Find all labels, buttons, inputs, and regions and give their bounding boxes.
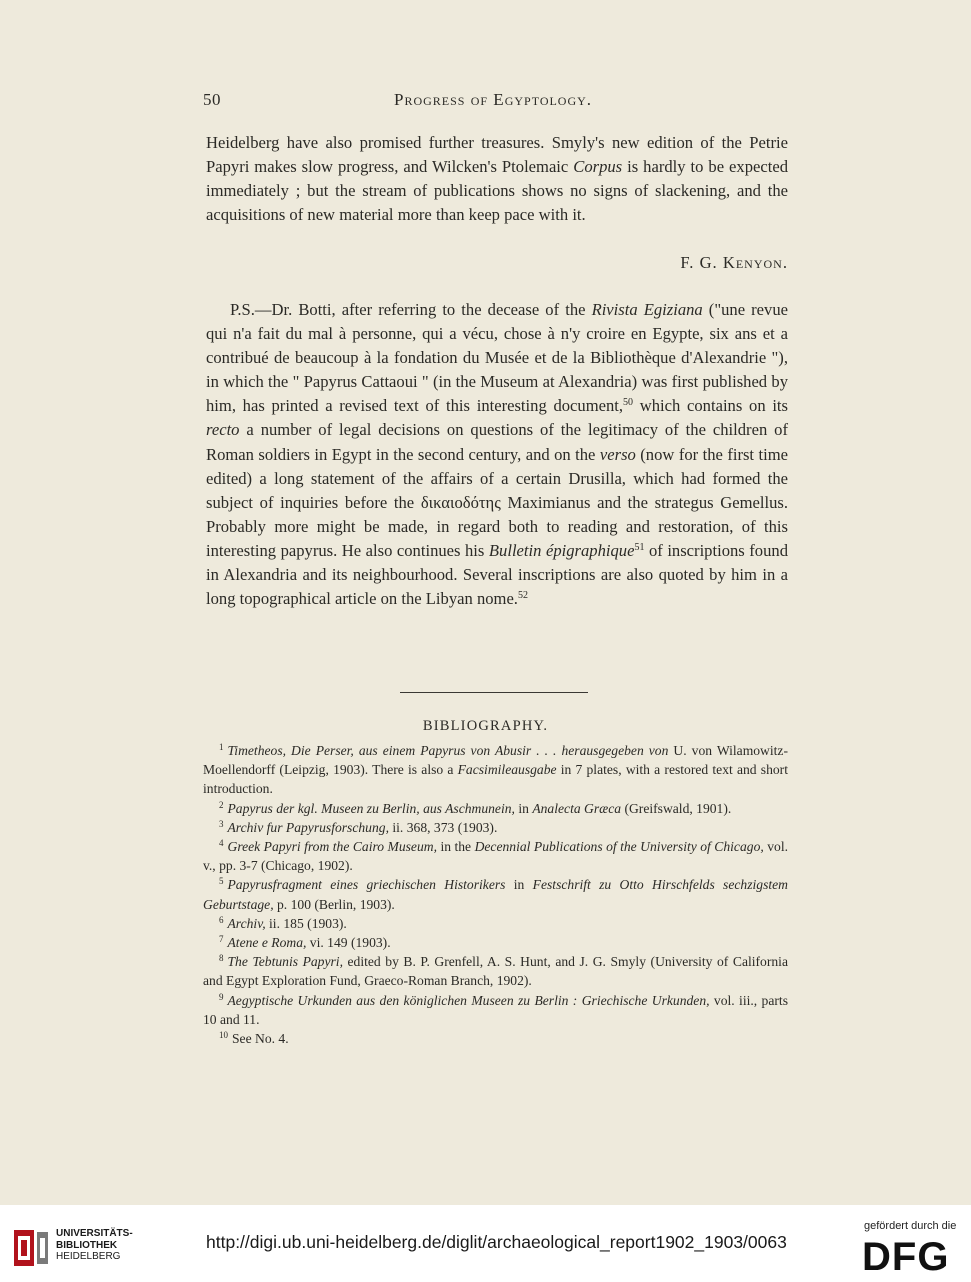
bibliography-entry: $^3$ Archiv fur Papyrusforschung, ii. 368, 373 (1903). [219,818,498,835]
running-title: Progress of Egyptology. [394,90,593,109]
bibliography-entry: $^1$ Timetheos, Die Perser, aus einem Papyrus von Abusir . . . herausgegeben von U. von Wilamowitz-Moellendorff (Leipzig, 1903). There is also a Facsimileausgabe in 7 plates, with a restored text and short introduction. [203,742,788,797]
paragraph-postscript: P.S.—Dr. Botti, after referring to the decease of the Rivista Egiziana ("une revue qui n'a fait du mal à personne, qui a vécu, chose à n'y croire en Egypte, six ans et a contribué de beaucoup à la fondation du Musée et de la Bibliothèque d'Alexandrie "), in which the " Papyrus Cattaoui " (in the Museum at Alexandria) was first published by him, has printed a revised text of this interesting document,$^{50}$ which contains on its recto a number of legal decisions on questions of the legitimacy of the children of Roman soldiers in Egypt in the second century, and on the verso (now for the first time edited) a long statement of the affairs of a certain Drusilla, which had formed the subject of inquiries before the δικαιοδότης Maximianus and the strategus Gemellus. Probably more might be made, in regard both to reading and restoration, of this interesting papyrus. He also continues his Bulletin épigraphique$^{51}$ of inscriptions found in Alexandria and its neighbourhood. Several inscriptions are also quoted by him in a long topographical article on the Libyan nome.$^{52}$ [206,300,788,609]
bibliography-list [203,741,788,1048]
section-divider [400,692,588,693]
bibliography-entry: $^{10}$ See No. 4. [219,1030,289,1047]
bibliography-entry: $^5$ Papyrusfragment eines griechischen Historikers in Festschrift zu Otto Hirschfelds sechzigstem Geburtstage, p. 100 (Berlin, 1903). [203,876,788,912]
footnote-number: 2 [219,799,224,810]
greek-word: δικαιοδότης [420,492,501,512]
permalink[interactable]: http://digi.ub.uni-heidelberg.de/diglit/archaeological_report1902_1903/0063 [206,1232,787,1252]
footnote-number: 9 [219,991,224,1002]
funded-by-label: gefördert durch die [864,1220,957,1232]
footnote-number: 8 [219,953,224,964]
footnote-ref-51: 51 [634,541,645,553]
bibliography-heading: BIBLIOGRAPHY. [422,718,549,734]
footnote-ref-50: 50 [623,397,634,409]
footnote-number: 6 [219,914,224,925]
page-number: 50 [203,90,221,109]
footnote-number: 3 [219,818,224,829]
footnote-ref-52: 52 [517,590,528,602]
bibliography-entry: $^2$ Papyrus der kgl. Museen zu Berlin, aus Aschmunein, in Analecta Græca (Greifswald, 1901). [219,799,732,816]
footnote-number: 7 [219,934,224,945]
bibliography-entry: $^4$ Greek Papyri from the Cairo Museum, in the Decennial Publications of the University of Chicago, vol. v., pp. 3-7 (Chicago, 1902). [203,838,788,874]
paragraph-1: Heidelberg have also promised further treasures. Smyly's new edition of the Petrie Papyri makes slow progress, and Wilcken's Ptolemaic Corpus is hardly to be expected immediately ; but the stream of publications shows no signs of slackening, and the acquisitions of new material more than keep pace with it. [206,133,789,225]
digitization-footer [0,1205,971,1282]
running-head [0,90,971,116]
dfg-logo: DFG [862,1235,950,1279]
bibliography-entry: $^6$ Archiv, ii. 185 (1903). [219,914,347,931]
footnote-number: 5 [219,876,224,887]
bibliography-entry: $^8$ The Tebtunis Papyri, edited by B. P. Grenfell, A. S. Hunt, and J. G. Smyly (University of California and Egypt Exploration Fund, Graeco-Roman Branch, 1902). [203,953,788,989]
footnote-number: 10 [219,1030,228,1041]
library-name: UNIVERSITÄTS- BIBLIOTHEK HEIDELBERG [56,1228,133,1262]
bibliography-entry: $^7$ Atene e Roma, vi. 149 (1903). [219,934,391,951]
italic-corpus: Corpus [573,157,623,177]
bibliography-entry: $^9$ Aegyptische Urkunden aus den königlichen Museen zu Berlin : Griechische Urkunden, vol. iii., parts 10 and 11. [203,991,788,1027]
footnote-number: 4 [219,838,224,849]
university-seal-icon [10,1226,52,1270]
footnote-number: 1 [219,742,224,752]
author-signature: F. G. Kenyon. [680,253,788,272]
